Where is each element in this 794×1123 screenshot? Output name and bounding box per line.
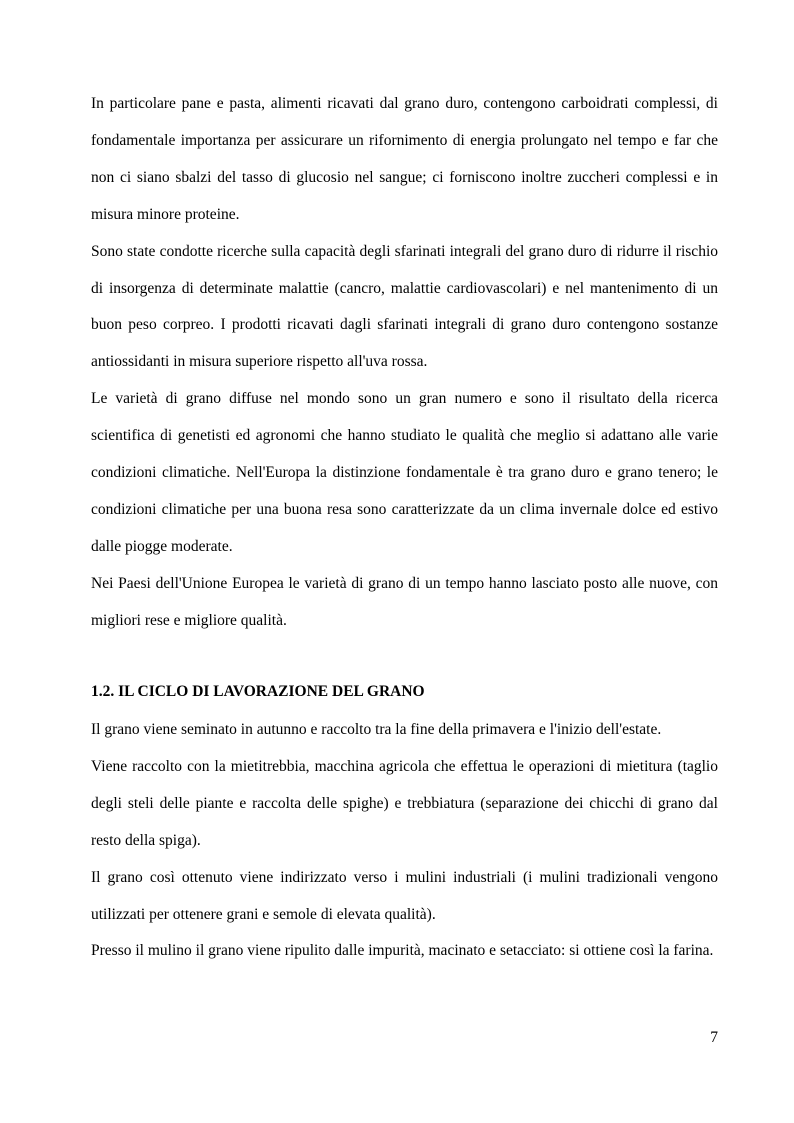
paragraph-eu-varieties: Nei Paesi dell'Unione Europea le varietà di grano di un tempo hanno lasciato posto alle nuove, con migliori rese e migliore qualità.: [91, 574, 718, 629]
section-heading: 1.2. IL CICLO DI LAVORAZIONE DEL GRANO: [91, 683, 425, 700]
paragraph-sowing: Il grano viene seminato in autunno e raccolto tra la fine della primavera e l'inizio dell'estate.: [91, 721, 662, 738]
body-text-section-2: [91, 712, 718, 970]
page-number: 7: [710, 1029, 718, 1046]
paragraph-milling: Presso il mulino il grano viene ripulito dalle impurità, macinato e setacciato: si ottiene così la farina.: [91, 942, 714, 960]
paragraph-harvest: Viene raccolto con la mietitrebbia, macchina agricola che effettua le operazioni di mietitura (taglio degli steli delle piante e raccolta delle spighe) e trebbiatura (separazione dei chicchi di grano dal resto della spiga).: [91, 757, 718, 849]
paragraph-research: Sono state condotte ricerche sulla capacità degli sfarinati integrali del grano duro di ridurre il rischio di insorgenza di determinate malattie (cancro, malattie cardiovascolari) e nel mantenimento di un buon peso corpreo. I prodotti ricavati dagli sfarinati integrali di grano duro contengono sostanze antiossidanti in misura superiore rispetto all'uva rossa.: [91, 242, 718, 371]
paragraph-nutrition: In particolare pane e pasta, alimenti ricavati dal grano duro, contengono carboidrati complessi, di fondamentale importanza per assicurare un rifornimento di energia prolungato nel tempo e far che non ci siano sbalzi del tasso di glucosio nel sangue; ci forniscono inoltre zuccheri complessi e in misura minore proteine.: [91, 95, 718, 223]
body-text-section-1: [91, 86, 718, 640]
paragraph-varieties: Le varietà di grano diffuse nel mondo sono un gran numero e sono il risultato della ricerca scientifica di genetisti ed agronomi che hanno studiato le qualità che meglio si adattano alle varie condizioni climatiche. Nell'Europa la distinzione fondamentale è tra grano duro e grano tenero; le condizioni climatiche per una buona resa sono caratterizzate da un clima invernale dolce ed estivo dalle piogge moderate.: [91, 390, 718, 555]
paragraph-mills: Il grano così ottenuto viene indirizzato verso i mulini industriali (i mulini tradizionali vengono utilizzati per ottenere grani e semole di elevata qualità).: [91, 868, 718, 923]
